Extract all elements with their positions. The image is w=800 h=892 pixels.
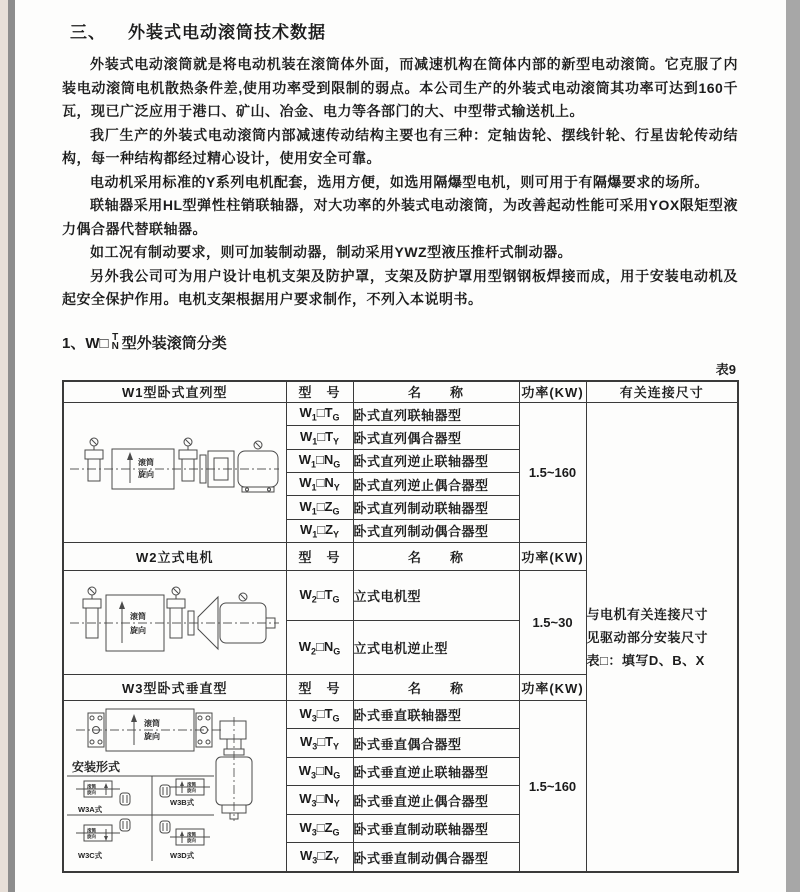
page-title	[70, 18, 738, 43]
model-cell: $W_1□N_Y$	[286, 472, 353, 495]
connection-note-line2: 见驱动部分安装尺寸	[586, 629, 709, 645]
section-number: 三、	[70, 23, 106, 42]
name-cell: 卧式直列制动偶合器型	[353, 519, 519, 542]
w1-drum-diagram	[64, 403, 285, 539]
subsection-title	[62, 332, 738, 353]
connection-note-cell	[586, 403, 738, 873]
drum-rotation-label-bottom: 旋向	[138, 470, 155, 479]
model-cell: $W_3□N_G$	[286, 758, 353, 786]
w3-power-cell: 1.5~160	[519, 701, 586, 873]
name-cell: 卧式直列偶合器型	[353, 426, 519, 449]
model-cell: $W_3□T_Y$	[286, 729, 353, 758]
model-cell: $W_1□Z_G$	[286, 496, 353, 519]
col-header-power: 功率(KW)	[519, 381, 586, 403]
w2-power-cell: 1.5~30	[519, 571, 586, 675]
col-header-name: 名 称	[353, 675, 519, 701]
col-header-power: 功率(KW)	[519, 543, 586, 571]
name-cell: 卧式直列联轴器型	[353, 403, 519, 426]
table-number-label: 表9	[715, 361, 736, 377]
mini-drum-label: 旋向	[187, 838, 197, 843]
mini-drum-label: 滚筒	[187, 782, 197, 787]
install-forms-label: 安装形式	[72, 760, 121, 774]
stack-top: T	[112, 332, 119, 343]
col-header-model: 型 号	[286, 543, 353, 571]
name-cell: 卧式垂直制动偶合器型	[353, 843, 519, 872]
stack-bottom: N	[111, 341, 119, 352]
drum-rotation-label-top: 滚筒	[144, 719, 161, 728]
subsection-prefix: 1、W□	[62, 334, 109, 352]
model-cell: $W_1□Z_Y$	[286, 519, 353, 542]
mini-label-w3b: W3B式	[170, 798, 195, 807]
w3-section-title: W3型卧式垂直型	[63, 675, 286, 701]
model-cell: $W_3□Z_Y$	[286, 843, 353, 872]
mini-label-w3d: W3D式	[170, 851, 195, 860]
w3-diagram-cell	[63, 701, 286, 873]
mini-label-w3c: W3C式	[78, 851, 103, 860]
scan-edge-left-dark	[8, 0, 15, 892]
name-cell: 立式电机型	[353, 571, 519, 621]
col-header-name: 名 称	[353, 381, 519, 403]
name-cell: 立式电机逆止型	[353, 621, 519, 675]
name-cell: 卧式垂直逆止偶合器型	[353, 786, 519, 815]
mini-drum-label: 滚筒	[87, 828, 97, 833]
mini-drum-label: 旋向	[87, 834, 97, 839]
w2-section-title: W2立式电机	[63, 543, 286, 571]
drum-rotation-label-top: 滚筒	[130, 612, 147, 621]
section-title-text: 外装式电动滚筒技术数据	[128, 23, 326, 42]
classification-table	[62, 380, 739, 874]
w1-diagram-cell	[63, 403, 286, 543]
mini-drum-label: 滚筒	[87, 784, 97, 789]
mini-label-w3a: W3A式	[78, 805, 103, 814]
model-cell: $W_2□T_G$	[286, 571, 353, 621]
paragraph-5: 如工况有制动要求，则可加装制动器，制动采用YWZ型液压推杆式制动器。	[90, 244, 573, 260]
mini-drum-label: 旋向	[187, 788, 197, 793]
scan-edge-right-dark	[786, 0, 800, 892]
w2-drum-diagram	[64, 571, 285, 671]
name-cell: 卧式直列逆止偶合器型	[353, 472, 519, 495]
subsection-suffix: 型外装滚筒分类	[121, 334, 227, 352]
col-header-name: 名 称	[353, 543, 519, 571]
model-cell: $W_1□T_Y$	[286, 426, 353, 449]
paragraph-6: 另外我公司可为用户设计电机支架及防护罩，支架及防护罩用型钢钢板焊接而成，用于安装电动机及起安全保护作用。电机支架根据用户要求制作，不列入本说明书。	[62, 267, 738, 307]
w1-section-title: W1型卧式直列型	[63, 381, 286, 403]
model-cell: $W_3□Z_G$	[286, 815, 353, 843]
name-cell: 卧式直列制动联轴器型	[353, 496, 519, 519]
mini-drum-label: 旋向	[87, 790, 97, 795]
drum-rotation-label-top: 滚筒	[138, 458, 155, 467]
model-cell: $W_1□T_G$	[286, 403, 353, 426]
document-page	[62, 12, 738, 873]
connection-note-line3: 表□：填写D、B、X	[586, 652, 705, 668]
model-cell: $W_1□N_G$	[286, 449, 353, 472]
name-cell: 卧式直列逆止联轴器型	[353, 449, 519, 472]
paragraph-4: 联轴器采用HL型弹性柱销联轴器，对大功率的外装式电动滚筒，为改善起动性能可采用YOX限矩型液力偶合器代替联轴器。	[62, 197, 738, 237]
model-cell: $W_2□N_G$	[286, 621, 353, 675]
tn-stack	[112, 333, 119, 351]
name-cell: 卧式垂直联轴器型	[353, 701, 519, 729]
col-header-model: 型 号	[286, 675, 353, 701]
drum-rotation-label-bottom: 旋向	[130, 626, 147, 635]
col-header-connection: 有关连接尺寸	[586, 381, 738, 403]
w3-drum-diagram	[64, 701, 285, 868]
connection-note-line1: 与电机有关连接尺寸	[586, 606, 709, 622]
model-cell: $W_3□N_Y$	[286, 786, 353, 815]
col-header-model: 型 号	[286, 381, 353, 403]
name-cell: 卧式垂直制动联轴器型	[353, 815, 519, 843]
col-header-power: 功率(KW)	[519, 675, 586, 701]
mini-drum-label: 滚筒	[187, 832, 197, 837]
paragraph-3: 电动机采用标准的Y系列电机配套，选用方便，如选用隔爆型电机，则可用于有隔爆要求的场所。	[90, 173, 709, 190]
name-cell: 卧式垂直偶合器型	[353, 729, 519, 758]
w1-power-cell: 1.5~160	[519, 403, 586, 543]
paragraph-1: 外装式电动滚筒就是将电动机装在滚筒体外面，而减速机构在筒体内部的新型电动滚筒。它克服了内装电动滚筒电机散热条件差,使用功率受到限制的弱点。本公司生产的外装式电动滚筒其功率可达到160千瓦，现已广泛应用于港口、矿山、冶金、电力等各部门的大、中型带式输送机上。	[62, 56, 738, 119]
paragraph-2: 我厂生产的外装式电动滚筒内部减速传动结构主要也有三种：定轴齿轮、摆线针轮、行星齿轮传动结构，每一种结构都经过精心设计，使用安全可靠。	[62, 126, 738, 166]
model-cell: $W_3□T_G$	[286, 701, 353, 729]
w2-diagram-cell	[63, 571, 286, 675]
name-cell: 卧式垂直逆止联轴器型	[353, 758, 519, 786]
drum-rotation-label-bottom: 旋向	[144, 732, 161, 741]
scan-edge-left-pale	[0, 0, 8, 892]
